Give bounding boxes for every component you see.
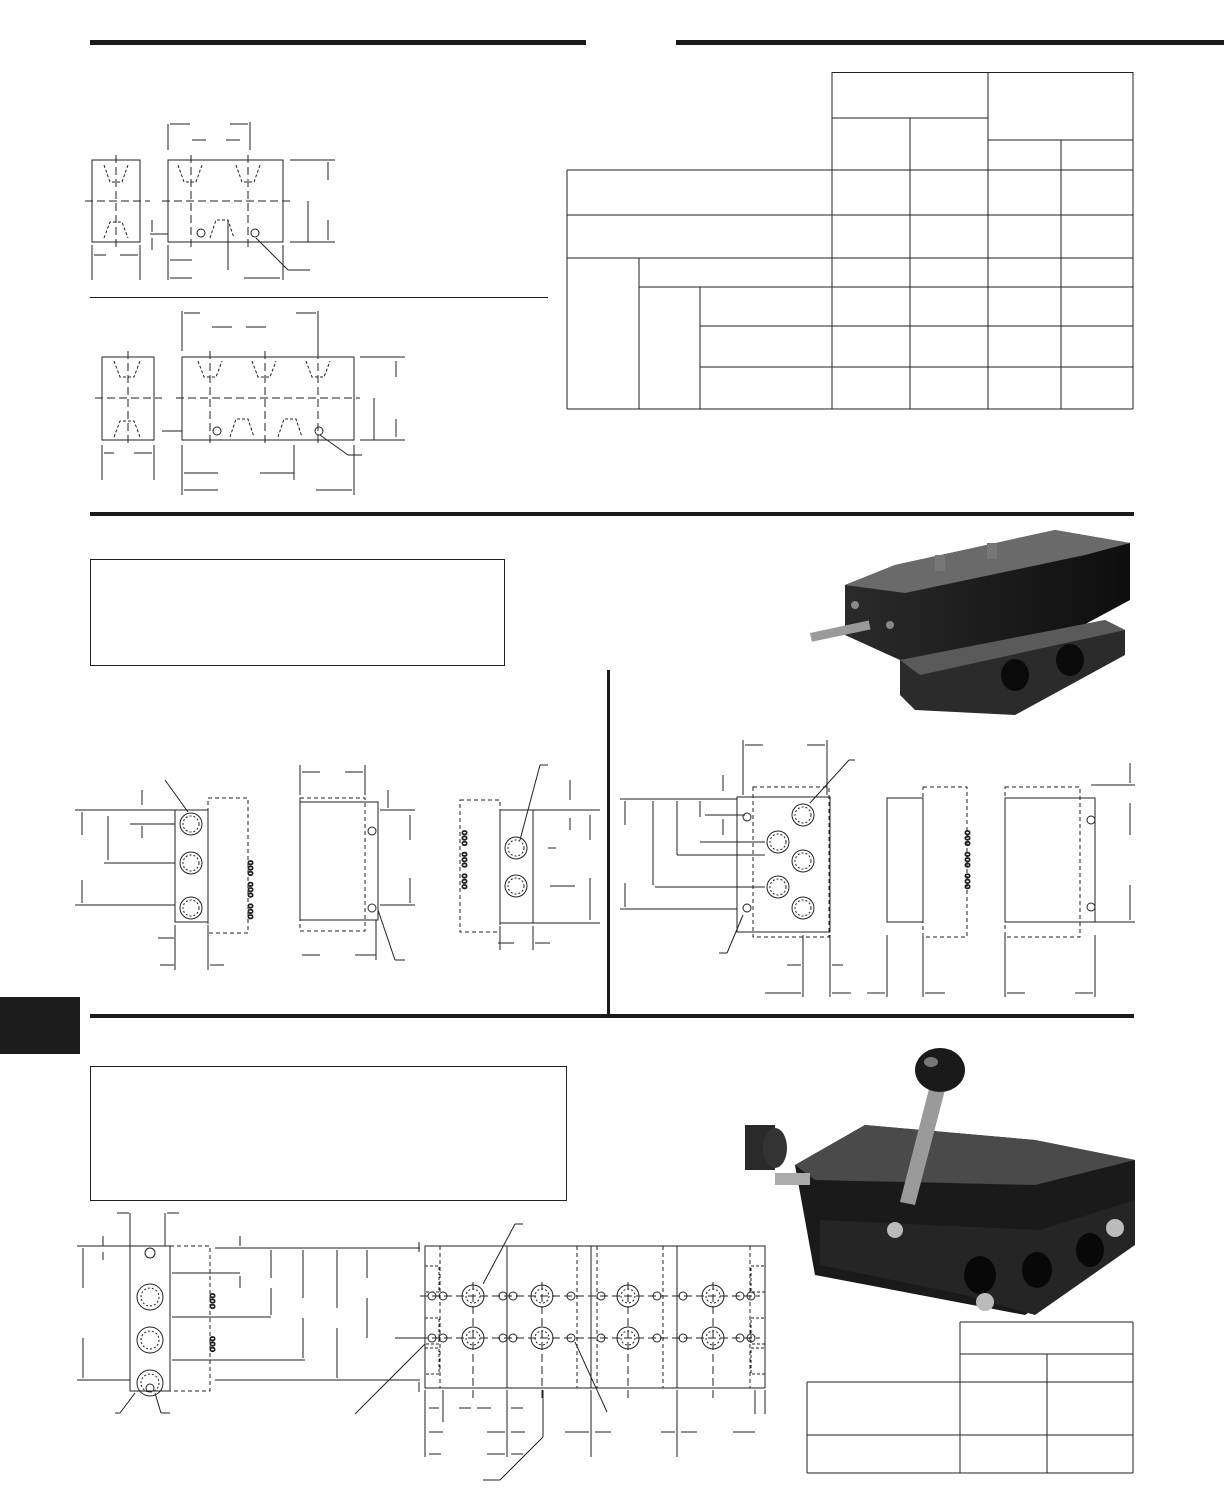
section-divider-top-left <box>90 297 548 298</box>
dimension-drawing-manifold <box>415 1222 775 1492</box>
svg-text:ooo: ooo <box>207 1336 217 1353</box>
note-box-middle <box>90 559 505 666</box>
header-rule-right <box>676 40 1224 45</box>
spec-table-bottom <box>806 1318 1136 1478</box>
section-rule-2 <box>90 1014 1134 1018</box>
dimension-drawing-top-1 <box>80 110 410 270</box>
valve-photo <box>805 525 1135 725</box>
section-rule-1 <box>90 512 1134 516</box>
dimension-drawing-mid-right <box>615 735 1135 1005</box>
svg-text:ooo ooo ooo: ooo ooo ooo <box>245 860 255 920</box>
dimension-drawing-bottom-left <box>75 1208 435 1428</box>
manual-lever-valve-photo <box>735 1030 1135 1320</box>
dimension-drawing-top-2 <box>90 305 420 505</box>
dimension-drawing-mid-left <box>70 760 610 970</box>
chapter-tab <box>0 997 80 1054</box>
note-box-bottom <box>90 1066 567 1201</box>
svg-text:ooo ooo ooo: ooo ooo ooo <box>459 830 469 890</box>
header-rule-left <box>90 40 586 45</box>
svg-text:ooo: ooo <box>207 1293 217 1310</box>
spec-table-top <box>566 72 1136 412</box>
svg-text:ooo ooo ooo: ooo ooo ooo <box>962 830 972 890</box>
